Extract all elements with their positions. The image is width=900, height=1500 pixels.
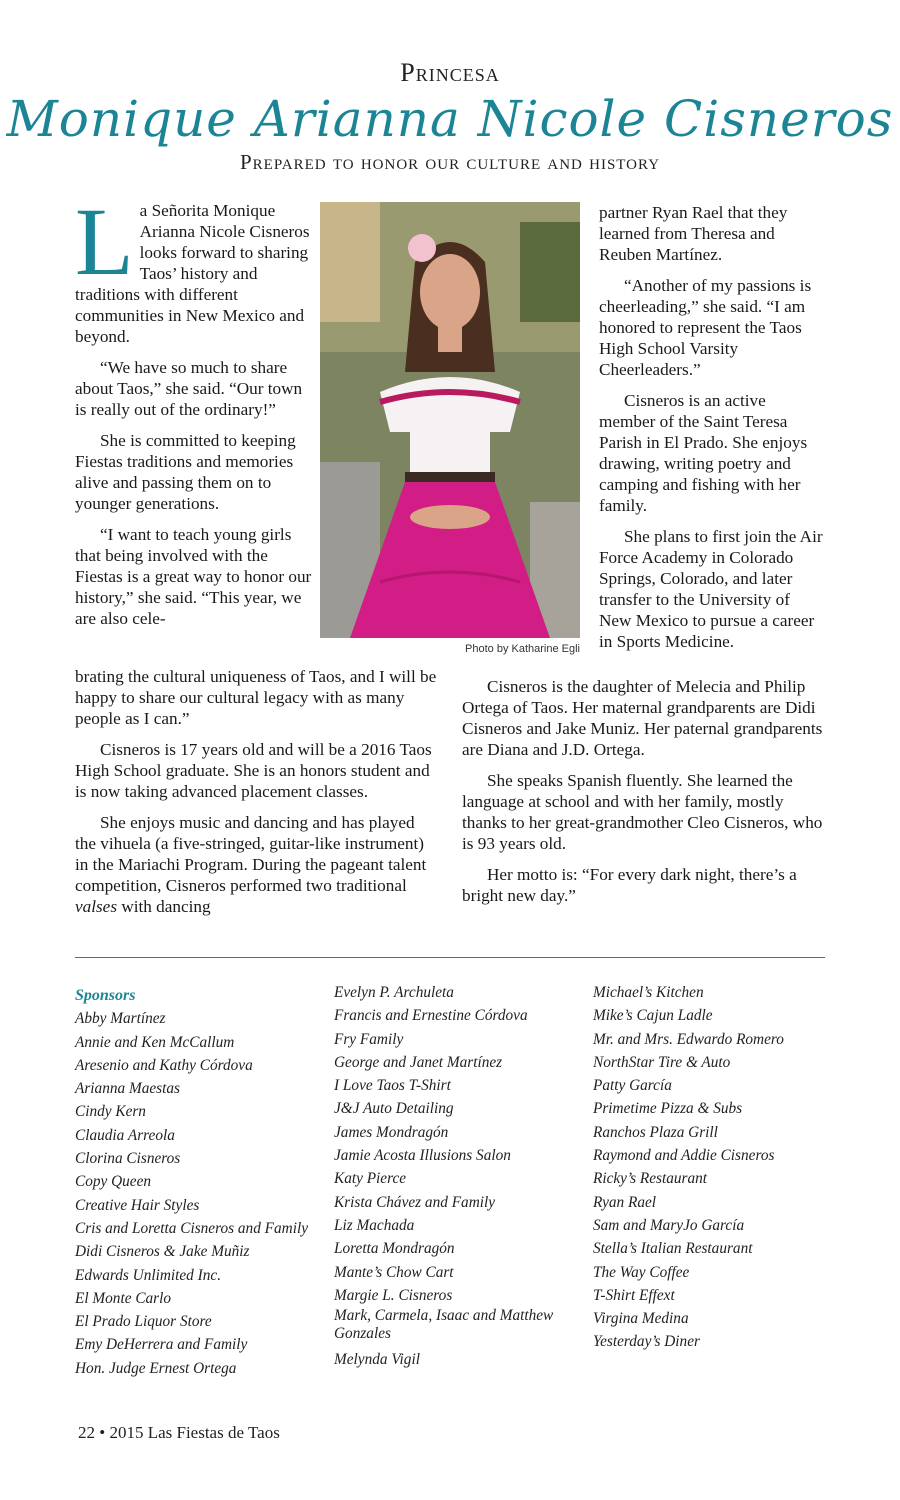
sponsor-name: J&J Auto Detailing (334, 1100, 454, 1118)
sponsor-name: Clorina Cisneros (75, 1150, 181, 1168)
drop-cap: L (75, 188, 134, 295)
sponsor-name: Melynda Vigil (334, 1351, 420, 1369)
section-divider (75, 957, 825, 958)
sponsor-name: El Monte Carlo (75, 1289, 172, 1307)
sponsors-column-3 (593, 981, 833, 1354)
sponsor-name: Raymond and Addie Cisneros (593, 1147, 775, 1165)
sponsor-name: Mike’s Cajun Ladle (593, 1007, 713, 1025)
sponsor-name: Liz Machada (334, 1216, 415, 1234)
sponsor-name: Arianna Maestas (75, 1080, 180, 1098)
sponsor-name: George and Janet Martínez (334, 1053, 503, 1071)
sponsor-name: Loretta Mondragón (334, 1240, 455, 1258)
sponsor-name: Stella’s Italian Restaurant (593, 1240, 753, 1258)
sponsor-name: Aresenio and Kathy Córdova (75, 1056, 253, 1074)
sponsor-name: Mr. and Mrs. Edwardo Romero (593, 1030, 784, 1048)
sponsors-column-2 (334, 981, 574, 1371)
sponsor-name: Yesterday’s Diner (593, 1333, 700, 1351)
sponsors-heading: Sponsors (75, 987, 136, 1004)
article-paragraph: She speaks Spanish fluently. She learned the language at school and with her family, mostly thanks to her great-grandmother Cleo Cisneros, who is 93 years old. (462, 771, 823, 853)
article-paragraph: “We have so much to share about Taos,” she said. “Our town is really out of the ordinary!” (75, 358, 303, 419)
article-column-3 (599, 202, 825, 662)
article-paragraph: partner Ryan Rael that they learned from Theresa and Reuben Martínez. (599, 203, 788, 264)
portrait-photo (320, 202, 580, 638)
sponsor-name: Ryan Rael (593, 1193, 657, 1211)
sponsor-name: Ricky’s Restaurant (593, 1170, 707, 1188)
sponsor-name: NorthStar Tire & Auto (593, 1053, 731, 1071)
sponsor-name: Abby Martínez (75, 1010, 166, 1028)
article-column-1 (75, 188, 315, 639)
sponsor-name: Jamie Acosta Illusions Salon (334, 1147, 511, 1165)
article-paragraph: Her motto is: “For every dark night, there’s a bright new day.” (462, 865, 797, 905)
sponsor-name: Patty García (593, 1077, 672, 1095)
article-paragraph: “Another of my passions is cheerleading,” she said. “I am honored to represent the Taos High School Varsity Cheerleaders.” (599, 276, 812, 379)
sponsor-name: Evelyn P. Archuleta (334, 984, 454, 1001)
article-paragraph: She is committed to keeping Fiestas traditions and memories alive and passing them on to younger generations. (75, 431, 296, 513)
sponsor-name: Claudia Arreola (75, 1126, 175, 1144)
sponsor-name: Mante’s Chow Cart (334, 1263, 454, 1281)
article-wide-right (462, 676, 826, 916)
article-paragraph: Cisneros is the daughter of Melecia and Philip Ortega of Taos. Her maternal grandparents are Didi Cisneros and Jake Muniz. Her paternal grandparents are Diana and J.D. Ortega. (462, 677, 823, 759)
article-paragraph: brating the cultural uniqueness of Taos, and I will be happy to share our cultural legacy with as many people as I can.” (75, 667, 437, 728)
article-wide-left (75, 666, 437, 927)
page-footer: 22 • 2015 Las Fiestas de Taos (78, 1423, 280, 1442)
article-paragraph: Cisneros is an active member of the Saint Teresa Parish in El Prado. She enjoys drawing, writing poetry and camping and fishing with her family. (599, 391, 808, 515)
sponsor-name: I Love Taos T-Shirt (334, 1077, 451, 1095)
sponsor-name: Copy Queen (75, 1173, 152, 1191)
sponsor-name: Katy Pierce (334, 1170, 407, 1188)
sponsor-name: Sam and MaryJo García (593, 1216, 745, 1234)
sponsor-name: Cindy Kern (75, 1103, 146, 1121)
sponsor-name: James Mondragón (334, 1123, 449, 1141)
sponsor-name: T-Shirt Effext (593, 1286, 675, 1304)
sponsor-name: Krista Chávez and Family (334, 1193, 496, 1211)
sponsor-name: Ranchos Plaza Grill (593, 1123, 718, 1141)
sponsor-name: Emy DeHerrera and Family (75, 1336, 248, 1354)
sponsor-name: The Way Coffee (593, 1263, 690, 1281)
sponsor-name: Hon. Judge Ernest Ortega (75, 1359, 237, 1377)
sponsor-name: Creative Hair Styles (75, 1196, 200, 1214)
article-paragraph: Cisneros is 17 years old and will be a 2016 Taos High School graduate. She is an honors student and is now taking advanced placement classes. (75, 740, 432, 801)
sponsor-name: Mark, Carmela, Isaac and Matthew Gonzales (334, 1307, 554, 1343)
sponsor-name: Primetime Pizza & Subs (593, 1100, 743, 1118)
sponsor-name: Annie and Ken McCallum (75, 1033, 235, 1051)
article-paragraph: “I want to teach young girls that being involved with the Fiestas is a great way to honor our history,” she said. “This year, we are also cele- (75, 525, 312, 628)
sponsor-name: Margie L. Cisneros (334, 1286, 453, 1304)
sponsor-name: Cris and Loretta Cisneros and Family (75, 1219, 309, 1237)
sponsor-name: Francis and Ernestine Córdova (334, 1007, 528, 1025)
section-kicker: Princesa (400, 58, 500, 87)
photo-credit: Photo by Katharine Egli (465, 643, 580, 655)
sponsor-name: Didi Cisneros & Jake Muñiz (75, 1243, 250, 1261)
article-subtitle: Prepared to honor our culture and history (239, 150, 661, 174)
sponsor-name: Virgina Medina (593, 1310, 689, 1328)
sponsor-name: El Prado Liquor Store (75, 1313, 212, 1331)
sponsors-column-1 (75, 984, 315, 1380)
sponsor-name: Fry Family (334, 1030, 404, 1048)
sponsor-name: Michael’s Kitchen (593, 984, 704, 1001)
article-paragraph: She plans to first join the Air Force Academy in Colorado Springs, Colorado, and later transfer to the University of New Mexico to pursue a career in Sports Medicine. (599, 527, 823, 651)
article-paragraph: She enjoys music and dancing and has played the vihuela (a five-stringed, guitar-like instrument) in the Mariachi Program. During the pageant talent competition, Cisneros performed two traditional valses with dancing (75, 813, 427, 916)
article-paragraph: La Señorita Monique Arianna Nicole Cisneros looks forward to sharing Taos’ history and traditions with different communities in New Mexico and beyond. (75, 188, 310, 346)
princess-name-title: Monique Arianna Nicole Cisneros (6, 90, 894, 148)
sponsor-name: Edwards Unlimited Inc. (75, 1266, 222, 1284)
